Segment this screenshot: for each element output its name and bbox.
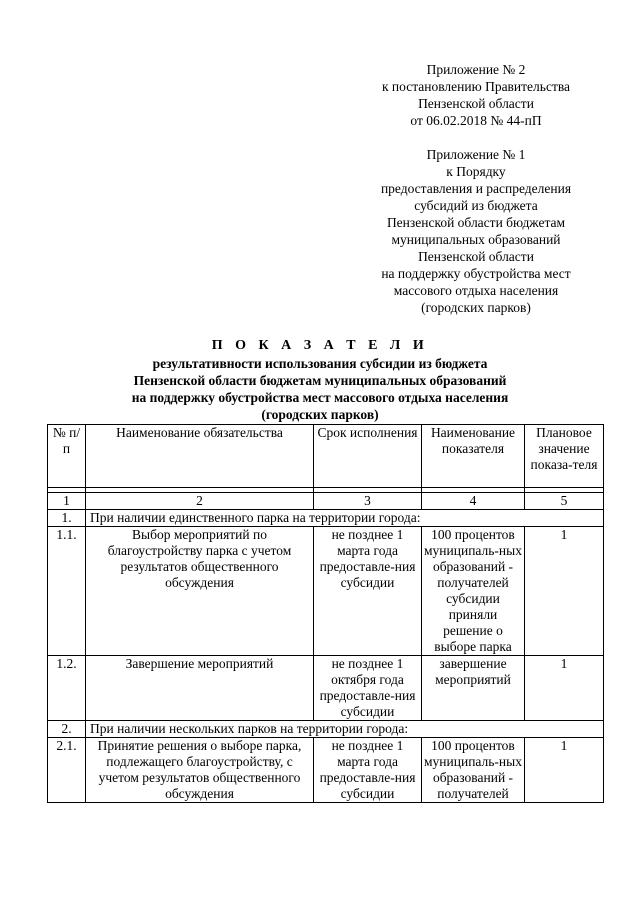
document-heading (60, 337, 580, 423)
row-value: 1 (525, 527, 604, 656)
header-row (48, 425, 604, 488)
annex-line: от 06.02.2018 № 44-пП (410, 113, 542, 128)
annex-line: (городских парков) (421, 300, 531, 315)
annex-line: субсидий из бюджета (414, 198, 538, 213)
annex-line: к Порядку (446, 164, 506, 179)
row-num: 2.1. (48, 738, 86, 803)
section-title: При наличии нескольких парков на территории города: (86, 721, 604, 738)
annex-line: Пензенской области (418, 249, 534, 264)
annex-line: Приложение № 2 (426, 62, 526, 77)
row-value: 1 (525, 656, 604, 721)
table-row (48, 656, 604, 721)
table-row (48, 738, 604, 803)
annex-line: массового отдыха населения (393, 283, 559, 298)
header-indicator: Наименование показателя (422, 425, 525, 488)
row-indicator: 100 процентов муниципаль-ных образований - получателей субсидии приняли решение о выборе парка (422, 527, 525, 656)
heading-line: на поддержку обустройства мест массового отдыха населения (131, 390, 509, 405)
column-number: 4 (422, 493, 525, 510)
column-number: 3 (314, 493, 422, 510)
row-deadline: не позднее 1 октября года предоставле-ния субсидии (314, 656, 422, 721)
annex-line: Приложение № 1 (426, 147, 526, 162)
column-number-row (48, 493, 604, 510)
row-obligation: Завершение мероприятий (86, 656, 314, 721)
row-indicator: завершение мероприятий (422, 656, 525, 721)
annex-line: к постановлению Правительства (381, 79, 571, 94)
document-title: П О К А З А Т Е Л И (211, 338, 429, 353)
row-deadline: не позднее 1 марта года предоставле-ния субсидии (314, 527, 422, 656)
heading-line: результативности использования субсидии из бюджета (152, 356, 488, 371)
section-title: При наличии единственного парка на территории города: (86, 510, 604, 527)
annex-2-block (356, 61, 596, 129)
row-value: 1 (525, 738, 604, 803)
table-row (48, 527, 604, 656)
annex-line: на поддержку обустройства мест (381, 266, 571, 281)
row-num: 1.2. (48, 656, 86, 721)
column-number: 1 (48, 493, 86, 510)
column-number: 5 (525, 493, 604, 510)
row-num: 1.1. (48, 527, 86, 656)
section-row (48, 721, 604, 738)
column-number: 2 (86, 493, 314, 510)
heading-line: (городских парков) (261, 407, 379, 422)
annex-1-block (356, 146, 596, 316)
annex-line: Пензенской области бюджетам (386, 215, 566, 230)
indicators-table (47, 424, 604, 803)
header-obligation: Наименование обязательства (86, 425, 314, 488)
row-indicator: 100 процентов муниципаль-ных образований - получателей (422, 738, 525, 803)
header-deadline: Срок исполнения (314, 425, 422, 488)
header-planned-value: Плановое значение показа-теля (525, 425, 604, 488)
row-obligation: Выбор мероприятий по благоустройству парка с учетом результатов общественного обсуждения (86, 527, 314, 656)
heading-line: Пензенской области бюджетам муниципальных образований (133, 373, 507, 388)
annex-line: муниципальных образований (391, 232, 561, 247)
section-num: 1. (48, 510, 86, 527)
annex-line: предоставления и распределения (380, 181, 572, 196)
header-num: № п/п (48, 425, 86, 488)
row-obligation: Принятие решения о выборе парка, подлежащего благоустройству, с учетом результатов общественного обсуждения (86, 738, 314, 803)
row-deadline: не позднее 1 марта года предоставле-ния субсидии (314, 738, 422, 803)
annex-line: Пензенской области (418, 96, 534, 111)
section-row (48, 510, 604, 527)
section-num: 2. (48, 721, 86, 738)
